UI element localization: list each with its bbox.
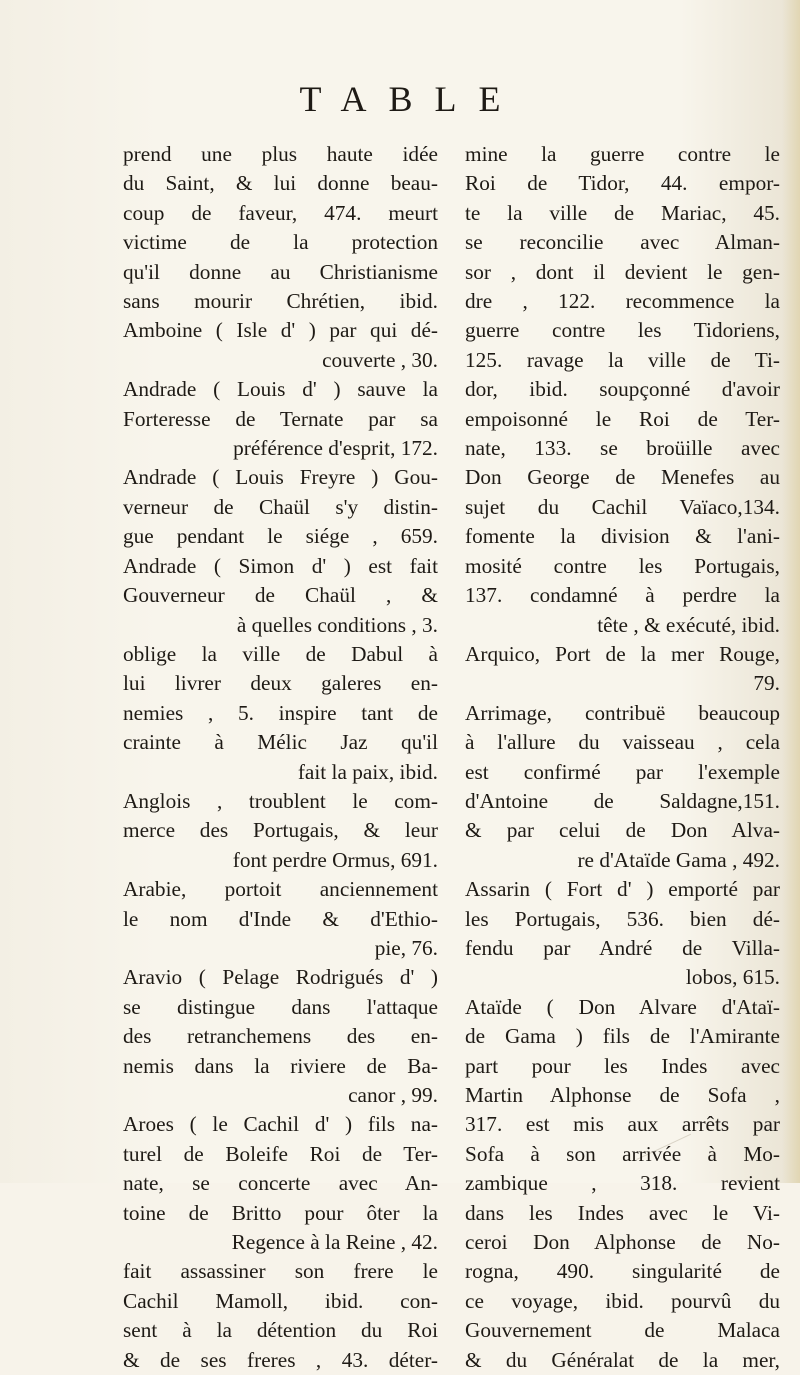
index-line: 125. ravage la ville de Ti- bbox=[465, 347, 780, 372]
index-line: nemies , 5. inspire tant de bbox=[123, 700, 438, 725]
index-line: 137. condamné à perdre la bbox=[465, 583, 780, 608]
index-line: à l'allure du vaisseau , cela bbox=[465, 730, 780, 755]
index-line: rogna, 490. singularité de bbox=[465, 1259, 780, 1284]
running-head: TABLE bbox=[299, 79, 523, 119]
index-column-left bbox=[123, 140, 438, 1375]
index-line: tête , & exécuté, ibid. bbox=[597, 612, 780, 637]
index-line: nate, se concerte avec An- bbox=[123, 1171, 438, 1196]
index-line: & par celui de Don Alva- bbox=[465, 818, 780, 843]
index-line: prend une plus haute idée bbox=[123, 142, 438, 166]
index-line: dor, ibid. soupçonné d'avoir bbox=[465, 377, 780, 402]
page-edge-stain bbox=[782, 0, 800, 1183]
index-line: gue pendant le siége , 659. bbox=[123, 524, 438, 549]
index-line: à quelles conditions , 3. bbox=[236, 612, 438, 637]
index-line: Andrade ( Louis d' ) sauve la bbox=[123, 377, 438, 402]
index-line: crainte à Mélic Jaz qu'il bbox=[123, 730, 438, 755]
index-line: de Gama ) fils de l'Amirante bbox=[465, 1024, 780, 1049]
index-line: te la ville de Mariac, 45. bbox=[465, 200, 780, 225]
index-line: d'Antoine de Saldagne,151. bbox=[465, 788, 780, 813]
index-line: Roi de Tidor, 44. empor- bbox=[465, 171, 780, 196]
index-line: re d'Ataïde Gama , 492. bbox=[577, 847, 780, 872]
index-line: victime de la protection bbox=[123, 230, 438, 255]
index-line: guerre contre les Tidoriens, bbox=[465, 318, 780, 343]
index-line: Cachil Mamoll, ibid. con- bbox=[123, 1288, 438, 1313]
index-line: part pour les Indes avec bbox=[465, 1053, 780, 1078]
index-line: empoisonné le Roi de Ter- bbox=[465, 406, 780, 431]
index-line: merce des Portugais, & leur bbox=[123, 818, 438, 843]
index-line: & du Généralat de la mer, bbox=[465, 1347, 780, 1372]
index-line: se reconcilie avec Alman- bbox=[465, 230, 780, 255]
index-line: 79. bbox=[753, 671, 780, 696]
index-line: font perdre Ormus, 691. bbox=[232, 847, 438, 872]
index-line: dans les Indes avec le Vi- bbox=[465, 1200, 780, 1225]
index-line: Gouverneur de Chaül , & bbox=[123, 583, 438, 608]
index-line: Arabie, portoit anciennement bbox=[123, 877, 438, 902]
index-line: sujet du Cachil Vaïaco,134. bbox=[465, 494, 780, 519]
index-line: Aravio ( Pelage Rodrigués d' ) bbox=[123, 965, 438, 990]
index-line: Anglois , troublent le com- bbox=[123, 788, 438, 813]
index-line: Andrade ( Simon d' ) est fait bbox=[123, 553, 438, 578]
index-line: Aroes ( le Cachil d' ) fils na- bbox=[123, 1112, 438, 1137]
index-line: Regence à la Reine , 42. bbox=[231, 1230, 438, 1255]
index-line: coup de faveur, 474. meurt bbox=[123, 200, 438, 225]
index-line: des retranchemens des en- bbox=[123, 1024, 438, 1049]
index-line: ce voyage, ibid. pourvû du bbox=[465, 1288, 780, 1313]
index-line: mine la guerre contre le bbox=[465, 142, 780, 166]
index-line: zambique , 318. revient bbox=[465, 1171, 780, 1196]
index-line: pie, 76. bbox=[374, 935, 438, 960]
index-line: Forteresse de Ternate par sa bbox=[123, 406, 438, 431]
index-line: lobos, 615. bbox=[685, 965, 780, 990]
index-line: toine de Britto pour ôter la bbox=[123, 1200, 438, 1225]
index-line: qu'il donne au Christianisme bbox=[123, 259, 438, 284]
index-line: Assarin ( Fort d' ) emporté par bbox=[465, 877, 780, 902]
index-line: du Saint, & lui donne beau- bbox=[123, 171, 438, 196]
index-line: dre , 122. recommence la bbox=[465, 289, 780, 314]
index-line: canor , 99. bbox=[348, 1083, 438, 1107]
index-line: nate, 133. se broüille avec bbox=[465, 436, 780, 461]
index-line: se distingue dans l'attaque bbox=[123, 994, 438, 1019]
index-line: turel de Boleife Roi de Ter- bbox=[123, 1141, 438, 1166]
index-line: Amboine ( Isle d' ) par qui dé- bbox=[123, 318, 438, 343]
index-line: couverte , 30. bbox=[322, 347, 438, 372]
index-line: sor , dont il devient le gen- bbox=[465, 259, 780, 284]
index-line: fomente la division & l'ani- bbox=[465, 524, 780, 549]
index-line: sent à la détention du Roi bbox=[123, 1318, 438, 1343]
index-line: fendu par André de Villa- bbox=[465, 935, 780, 960]
index-line: sans mourir Chrétien, ibid. bbox=[123, 289, 438, 314]
index-line: 317. est mis aux arrêts par bbox=[465, 1112, 780, 1137]
index-line: Martin Alphonse de Sofa , bbox=[465, 1083, 780, 1107]
index-line: Arrimage, contribuë beaucoup bbox=[465, 700, 780, 725]
index-column-right bbox=[465, 140, 780, 1375]
index-line: fait assassiner son frere le bbox=[123, 1259, 438, 1284]
index-line: fait la paix, ibid. bbox=[297, 759, 438, 784]
index-line: Ataïde ( Don Alvare d'Ataï- bbox=[465, 994, 780, 1019]
index-line: & de ses freres , 43. déter- bbox=[123, 1347, 438, 1372]
index-line: mosité contre les Portugais, bbox=[465, 553, 780, 578]
index-line: Andrade ( Louis Freyre ) Gou- bbox=[123, 465, 438, 490]
index-line: nemis dans la riviere de Ba- bbox=[123, 1053, 438, 1078]
index-line: Arquico, Port de la mer Rouge, bbox=[465, 641, 780, 666]
index-line: Sofa à son arrivée à Mo- bbox=[465, 1141, 780, 1166]
index-line: le nom d'Inde & d'Ethio- bbox=[123, 906, 438, 931]
index-line: lui livrer deux galeres en- bbox=[123, 671, 438, 696]
index-line: Gouvernement de Malaca bbox=[465, 1318, 780, 1343]
index-line: oblige la ville de Dabul à bbox=[123, 641, 438, 666]
index-line: verneur de Chaül s'y distin- bbox=[123, 494, 438, 519]
index-line: préférence d'esprit, 172. bbox=[233, 436, 438, 461]
index-line: les Portugais, 536. bien dé- bbox=[465, 906, 780, 931]
index-line: ceroi Don Alphonse de No- bbox=[465, 1230, 780, 1255]
index-line: est confirmé par l'exemple bbox=[465, 759, 780, 784]
index-line: Don George de Menefes au bbox=[465, 465, 780, 490]
